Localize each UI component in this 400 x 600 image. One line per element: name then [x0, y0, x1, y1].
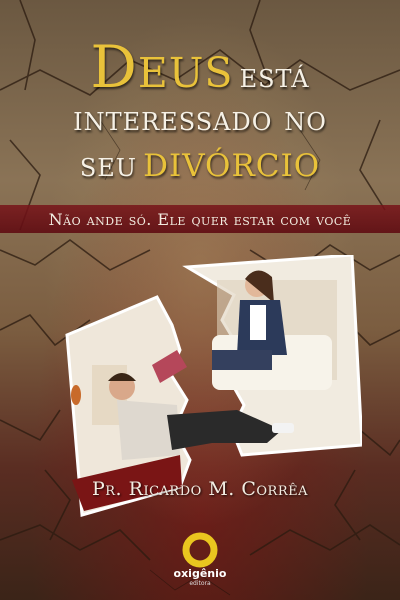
author-name: Pr. Ricardo M. Corrêa: [91, 478, 309, 500]
subtitle: Não ande só. Ele quer estar com você: [48, 209, 352, 229]
title-word-esta: está: [239, 56, 310, 96]
title-word-deus: Deus: [90, 33, 234, 101]
title-word-seu: seu: [79, 145, 137, 185]
title-line-2: interessado no: [73, 99, 327, 139]
title-line-3: [0, 136, 400, 187]
title-word-divorcio: divórcio: [143, 136, 321, 187]
subtitle-banner: [0, 205, 400, 233]
publisher-name: oxigênio: [173, 567, 227, 580]
book-title: [0, 33, 400, 187]
title-line-1: [0, 33, 400, 101]
publisher-subtitle: editora: [189, 580, 211, 587]
